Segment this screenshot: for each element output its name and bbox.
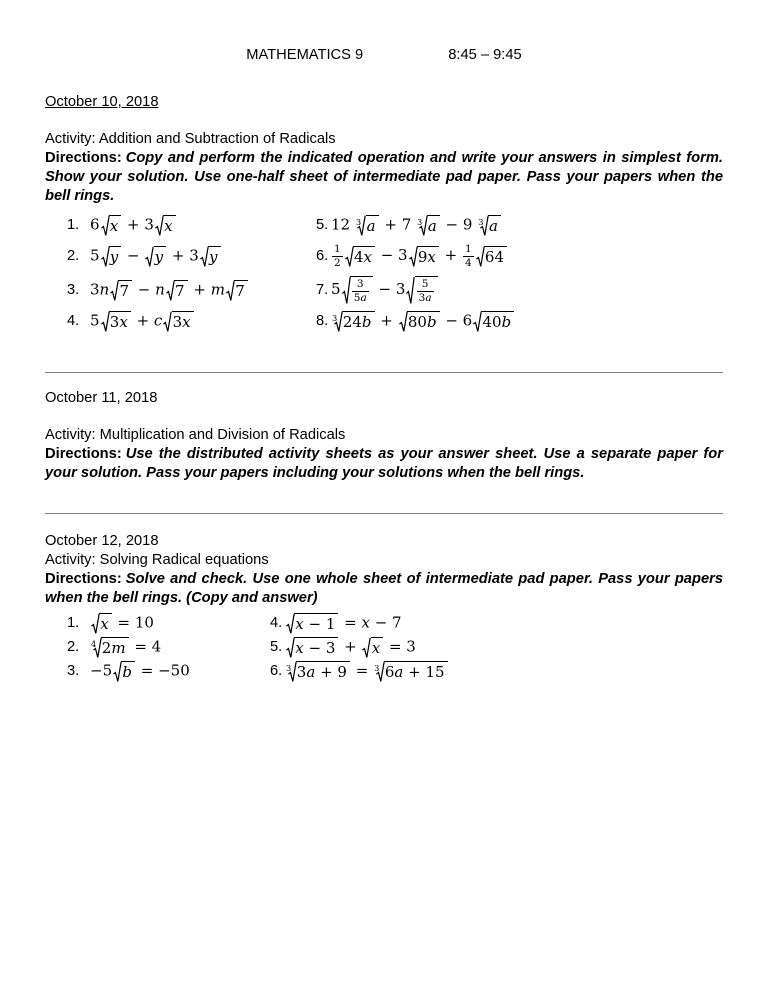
- radical: [166, 280, 188, 301]
- radical-sign: [476, 246, 484, 267]
- directions-label: Directions:: [45, 150, 122, 166]
- radical-sign: [155, 215, 163, 236]
- radical-sign: [163, 311, 171, 332]
- radicand: 3x: [172, 311, 194, 332]
- radicand: 4x: [353, 246, 375, 267]
- math-expression: $^3$ 3a + 9 = $^3$ 6a + 15: [285, 661, 449, 682]
- radical-sign: [166, 280, 174, 301]
- fraction-numerator: 5: [417, 278, 434, 292]
- radical: [200, 246, 221, 267]
- fraction: [352, 278, 369, 304]
- problem-item: [270, 613, 723, 634]
- radicand: 40b: [481, 311, 514, 332]
- radical-sign: [345, 246, 353, 267]
- math-expression: 5 $\frac{3}{5a}$ − 3 $\frac{5}{3a}$: [331, 276, 439, 304]
- fraction-numerator: 1: [334, 243, 341, 255]
- problem-item: [67, 613, 270, 634]
- radicand: x: [99, 613, 111, 634]
- radical-sign: [113, 661, 121, 682]
- directions-label: Directions:: [45, 571, 122, 588]
- radical-sign: [110, 280, 118, 301]
- math-expression: x − 1 = x − 7: [285, 613, 402, 634]
- fraction-denominator: 2: [334, 256, 341, 269]
- problem-list: [67, 613, 723, 682]
- radical: [356, 215, 379, 236]
- radical-sign: [399, 311, 407, 332]
- radicand: b: [121, 661, 135, 682]
- problem-number: 1.: [67, 217, 80, 233]
- radical-sign: [200, 246, 208, 267]
- radicand: 7: [174, 280, 188, 301]
- problem-item: [67, 215, 316, 236]
- radical: [286, 637, 338, 658]
- radical: [399, 311, 440, 332]
- activity-title: Activity: Multiplication and Division of Radicals: [45, 427, 346, 444]
- radical: [406, 276, 437, 304]
- radical: [362, 637, 383, 658]
- radicand: 3a + 9: [296, 661, 350, 682]
- radical: [342, 276, 373, 304]
- radicand: x: [371, 637, 383, 658]
- radical-sign: [101, 246, 109, 267]
- directions-text: Copy and perform the indicated operation and write your answers in simplest form. Show your solution. Use one-half sheet of intermediate pad paper. Pass your papers when the bell rings.: [45, 150, 723, 204]
- section-divider: [45, 513, 723, 514]
- root-index: 3: [478, 217, 484, 227]
- problem-item: [316, 215, 723, 236]
- radical: [345, 246, 375, 267]
- section-oct-10: [45, 93, 723, 332]
- problem-item: [316, 311, 723, 332]
- section-date: October 11, 2018: [45, 390, 158, 407]
- root-index: 3: [417, 217, 423, 227]
- root-index: 3: [355, 217, 362, 227]
- radical-sign: [91, 613, 99, 634]
- radicand: 2m: [101, 637, 129, 658]
- directions-label: Directions:: [45, 446, 122, 463]
- radicand: 80b: [407, 311, 440, 332]
- math-expression: $\frac{1}{2}$ 4x − 3 9x + $\frac{1}{4}$ 64: [331, 243, 508, 269]
- radicand: 7: [234, 280, 248, 301]
- problem-item: [270, 661, 723, 682]
- fraction: [463, 243, 474, 269]
- fraction: [332, 243, 343, 269]
- class-time: 8:45 – 9:45: [448, 47, 522, 63]
- radical-sign: [101, 215, 109, 236]
- radicand: a: [366, 215, 379, 236]
- problem-item: [316, 243, 723, 269]
- radical-sign: [409, 246, 417, 267]
- radical: [101, 246, 122, 267]
- problem-number: 7.: [316, 281, 329, 298]
- root-index: 3: [332, 313, 338, 324]
- radical-sign: [145, 246, 153, 267]
- directions: [45, 570, 723, 608]
- radical: [91, 637, 129, 658]
- math-expression: $^4$ 2m = 4: [90, 637, 161, 658]
- section-oct-11: [45, 389, 723, 483]
- problem-number: 8.: [316, 313, 329, 330]
- math-expression: 5 y − y + 3 y: [90, 246, 222, 267]
- radicand: 9x: [417, 246, 439, 267]
- radical: [145, 246, 166, 267]
- radical: [286, 661, 350, 682]
- radical: [101, 311, 131, 332]
- fraction: [417, 278, 434, 304]
- radical: [478, 215, 501, 236]
- radical: [286, 613, 338, 634]
- problem-number: 6.: [316, 247, 329, 264]
- radicand: 6a + 15: [384, 661, 448, 682]
- root-index: 4: [91, 639, 97, 650]
- problem-number: 4.: [270, 615, 283, 632]
- directions: [45, 149, 723, 206]
- math-expression: 6 x + 3 x: [90, 215, 177, 236]
- problem-item: [270, 637, 723, 658]
- radicand: [415, 276, 438, 304]
- section-date: October 10, 2018: [45, 94, 159, 110]
- radical-sign: [101, 311, 109, 332]
- radical-sign: [362, 637, 370, 658]
- problem-number: 6.: [270, 663, 283, 680]
- problem-number: 5.: [270, 639, 283, 656]
- radical-sign: [473, 311, 481, 332]
- radicand: y: [109, 246, 121, 267]
- radical-sign: [286, 637, 294, 658]
- directions-text: Use the distributed activity sheets as your answer sheet. Use a separate paper for your solution. Pass your papers including your solutions when the bell rings.: [45, 446, 723, 482]
- radical-sign: [406, 276, 414, 304]
- problem-item: [67, 637, 270, 658]
- radicand: y: [154, 246, 166, 267]
- radicand: 7: [118, 280, 132, 301]
- radicand: a: [488, 215, 501, 236]
- math-expression: 5 3x + c 3x: [90, 311, 195, 332]
- math-expression: 12 $^3$ a + 7 $^3$ a − 9 $^3$ a: [331, 215, 502, 236]
- problem-number: 1.: [67, 615, 80, 632]
- radical: [101, 215, 122, 236]
- problem-item: [67, 280, 316, 301]
- root-index: 3: [374, 663, 380, 674]
- problem-item: [67, 311, 316, 332]
- radical: [374, 661, 448, 682]
- problem-item: [67, 661, 270, 682]
- math-expression: x − 3 + x = 3: [285, 637, 416, 658]
- radical: [473, 311, 514, 332]
- radical: [91, 613, 112, 634]
- radicand: x: [163, 215, 175, 236]
- course-title: MATHEMATICS 9: [246, 47, 364, 63]
- radical-sign: [286, 613, 294, 634]
- radicand: x − 3: [294, 637, 338, 658]
- radical: [417, 215, 440, 236]
- math-expression: x = 10: [90, 613, 154, 634]
- problem-number: 3.: [67, 663, 80, 680]
- radical: [226, 280, 248, 301]
- radical: [409, 246, 439, 267]
- math-expression: −5 b = −50: [90, 661, 190, 682]
- section-oct-12: [45, 532, 723, 682]
- radical: [476, 246, 507, 267]
- radical-sign: [342, 276, 350, 304]
- problem-list: [67, 215, 723, 332]
- radical: [332, 311, 375, 332]
- section-divider: [45, 372, 723, 373]
- radicand: x − 1: [294, 613, 338, 634]
- radicand: 24b: [342, 311, 375, 332]
- problem-number: 5.: [316, 217, 329, 233]
- problem-item: [316, 276, 723, 304]
- radical-sign: [226, 280, 234, 301]
- fraction-denominator: 4: [464, 256, 472, 269]
- radicand: 64: [484, 246, 507, 267]
- radical: [113, 661, 135, 682]
- fraction-denominator: 5a: [353, 291, 367, 304]
- problem-item: [67, 246, 316, 267]
- directions-text: Solve and check. Use one whole sheet of intermediate pad paper. Pass your papers when the bell rings. (Copy and answer): [45, 571, 723, 607]
- math-expression: 3n 7 − n 7 + m 7: [90, 280, 249, 301]
- document-header: [45, 46, 723, 65]
- root-index: 3: [286, 663, 292, 674]
- fraction-numerator: 1: [464, 243, 472, 255]
- fraction-numerator: 3: [352, 278, 369, 292]
- problem-number: 3.: [67, 281, 80, 298]
- radical: [110, 280, 132, 301]
- fraction-denominator: 3a: [418, 291, 432, 304]
- radicand: y: [208, 246, 220, 267]
- radical: [155, 215, 176, 236]
- radicand: 3x: [109, 311, 131, 332]
- activity-title: Activity: Addition and Subtraction of Radicals: [45, 131, 336, 147]
- radicand: a: [427, 215, 440, 236]
- activity-title: Activity: Solving Radical equations: [45, 552, 269, 569]
- directions: [45, 445, 723, 483]
- radicand: [350, 276, 373, 304]
- problem-number: 2.: [67, 639, 80, 656]
- problem-number: 4.: [67, 313, 80, 330]
- radical: [163, 311, 193, 332]
- section-date: October 12, 2018: [45, 533, 159, 550]
- radicand: x: [109, 215, 121, 236]
- problem-number: 2.: [67, 247, 80, 264]
- math-expression: $^3$ 24b + 80b − 6 40b: [331, 311, 515, 332]
